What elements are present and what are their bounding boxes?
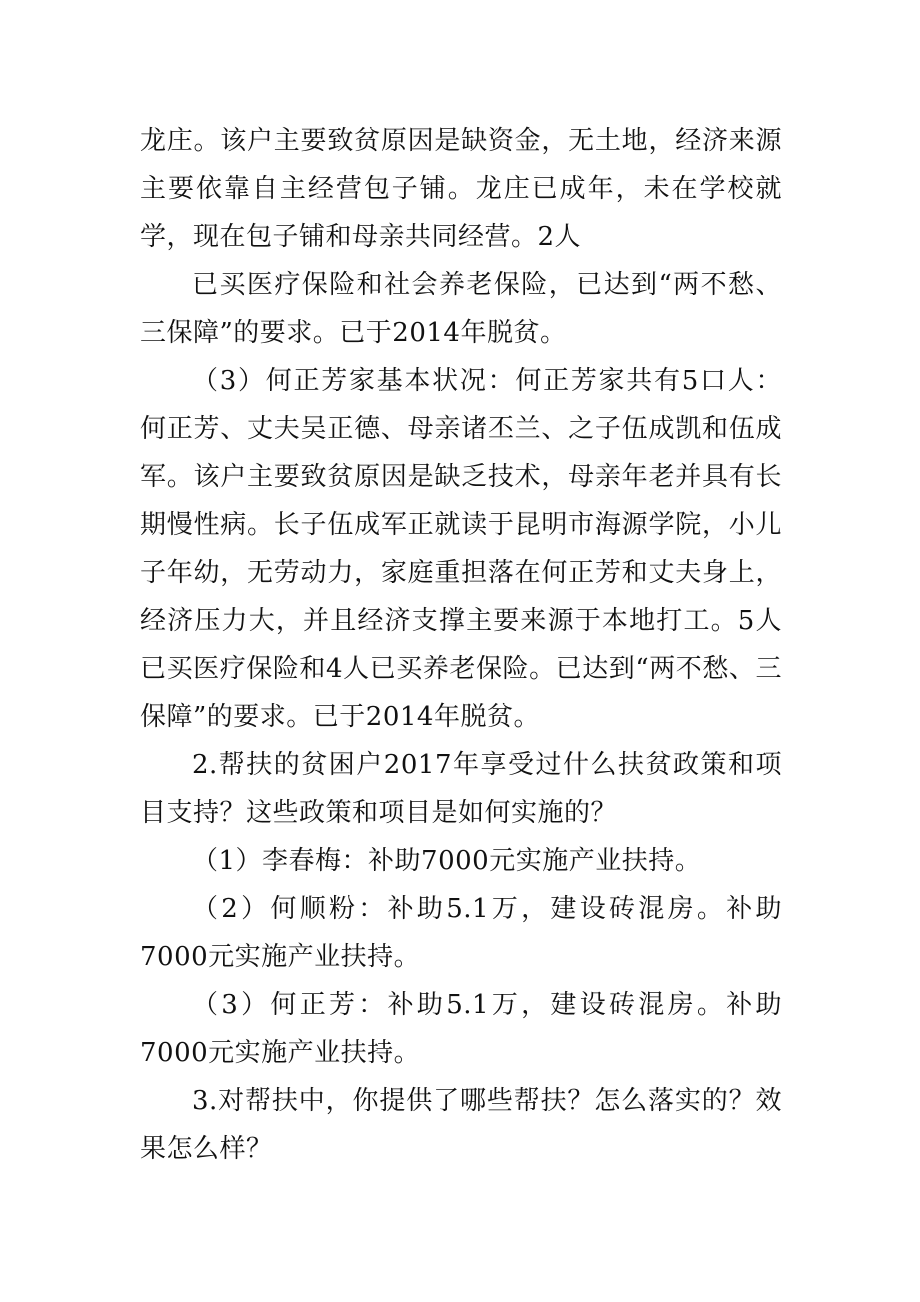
paragraph-he-shunfen-support: （2）何顺粉：补助5.1万，建设砖混房。补助7000元实施产业扶持。 xyxy=(140,894,782,972)
document-body xyxy=(140,117,782,1173)
paragraph-longzhuang-continuation: 龙庄。该户主要致贫原因是缺资金，无土地，经济来源主要依靠自主经营包子铺。龙庄已成年，未在学校就学，现在包子铺和母亲共同经营。2人 xyxy=(140,126,782,252)
question-3-heading: 3.对帮扶中，你提供了哪些帮扶？怎么落实的？效果怎么样？ xyxy=(140,1086,782,1164)
paragraph-li-chunmei-support: （1）李春梅：补助7000元实施产业扶持。 xyxy=(192,846,702,876)
paragraph-insurance-status: 已买医疗保险和社会养老保险，已达到“两不愁、三保障”的要求。已于2014年脱贫。 xyxy=(140,270,782,348)
paragraph-he-zhengfang-support: （3）何正芳：补助5.1万，建设砖混房。补助7000元实施产业扶持。 xyxy=(140,990,782,1068)
question-2-heading: 2.帮扶的贫困户2017年享受过什么扶贫政策和项目支持？这些政策和项目是如何实施的？ xyxy=(140,750,782,828)
paragraph-he-zhengfang-household: （3）何正芳家基本状况：何正芳家共有5口人：何正芳、丈夫吴正德、母亲诸丕兰、之子伍成凯和伍成军。该户主要致贫原因是缺乏技术，母亲年老并具有长期慢性病。长子伍成军正就读于昆明市海源学院，小儿子年幼，无劳动力，家庭重担落在何正芳和丈夫身上，经济压力大，并且经济支撑主要来源于本地打工。5人已买医疗保险和4人已买养老保险。已达到“两不愁、三保障”的要求。已于2014年脱贫。 xyxy=(140,366,782,732)
